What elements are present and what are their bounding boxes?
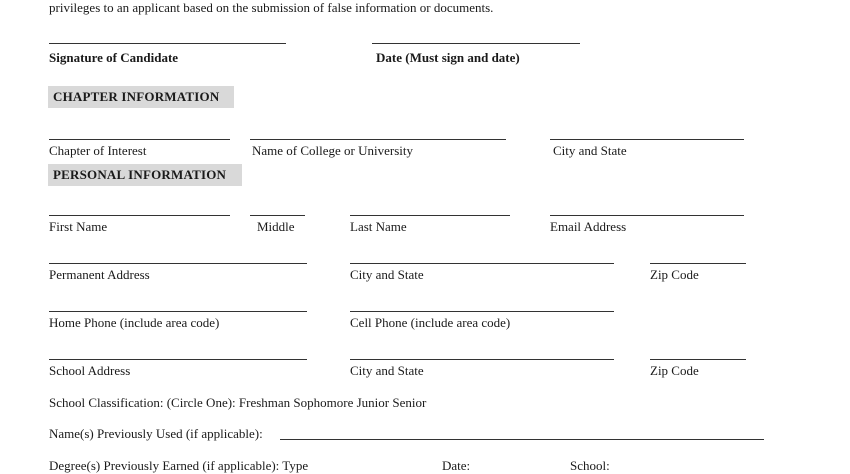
chapter-city-state-label: City and State (553, 143, 627, 158)
cell-phone-line[interactable] (350, 311, 614, 312)
signature-label: Signature of Candidate (49, 50, 179, 65)
signature-line[interactable] (49, 43, 286, 44)
date-label: Date (Must sign and date) (376, 50, 520, 65)
degrees-previously-earned-label: Degree(s) Previously Earned (if applicable): Type (49, 458, 309, 473)
chapter-interest-line[interactable] (49, 139, 230, 140)
school-city-state-line[interactable] (350, 359, 614, 360)
school-address-line[interactable] (49, 359, 307, 360)
middle-name-label: Middle (257, 219, 295, 234)
degree-school-label: School: (570, 458, 610, 473)
date-line[interactable] (372, 43, 580, 44)
school-city-state-label: City and State (350, 363, 424, 378)
permanent-city-state-line[interactable] (350, 263, 614, 264)
first-name-label: First Name (49, 219, 108, 234)
permanent-zip-label: Zip Code (650, 267, 699, 282)
college-line[interactable] (250, 139, 506, 140)
cell-phone-label: Cell Phone (include area code) (350, 315, 511, 330)
email-line[interactable] (550, 215, 744, 216)
school-zip-label: Zip Code (650, 363, 699, 378)
home-phone-line[interactable] (49, 311, 307, 312)
permanent-city-state-label: City and State (350, 267, 424, 282)
college-label: Name of College or University (252, 143, 414, 158)
permanent-address-label: Permanent Address (49, 267, 150, 282)
names-previously-used-label: Name(s) Previously Used (if applicable): (49, 426, 263, 441)
chapter-information-heading: CHAPTER INFORMATION (48, 86, 234, 108)
personal-information-heading: PERSONAL INFORMATION (48, 164, 242, 186)
school-address-label: School Address (49, 363, 131, 378)
school-zip-line[interactable] (650, 359, 746, 360)
names-previously-used-line[interactable] (280, 439, 764, 440)
school-classification-label[interactable]: School Classification: (Circle One): Freshman Sophomore Junior Senior (49, 395, 427, 410)
last-name-label: Last Name (350, 219, 407, 234)
intro-text: privileges to an applicant based on the submission of false information or documents. (49, 0, 494, 15)
chapter-city-state-line[interactable] (550, 139, 744, 140)
degree-date-label: Date: (442, 458, 471, 473)
home-phone-label: Home Phone (include area code) (49, 315, 220, 330)
last-name-line[interactable] (350, 215, 510, 216)
email-label: Email Address (550, 219, 627, 234)
chapter-interest-label: Chapter of Interest (49, 143, 147, 158)
first-name-line[interactable] (49, 215, 230, 216)
middle-name-line[interactable] (250, 215, 305, 216)
permanent-address-line[interactable] (49, 263, 307, 264)
permanent-zip-line[interactable] (650, 263, 746, 264)
